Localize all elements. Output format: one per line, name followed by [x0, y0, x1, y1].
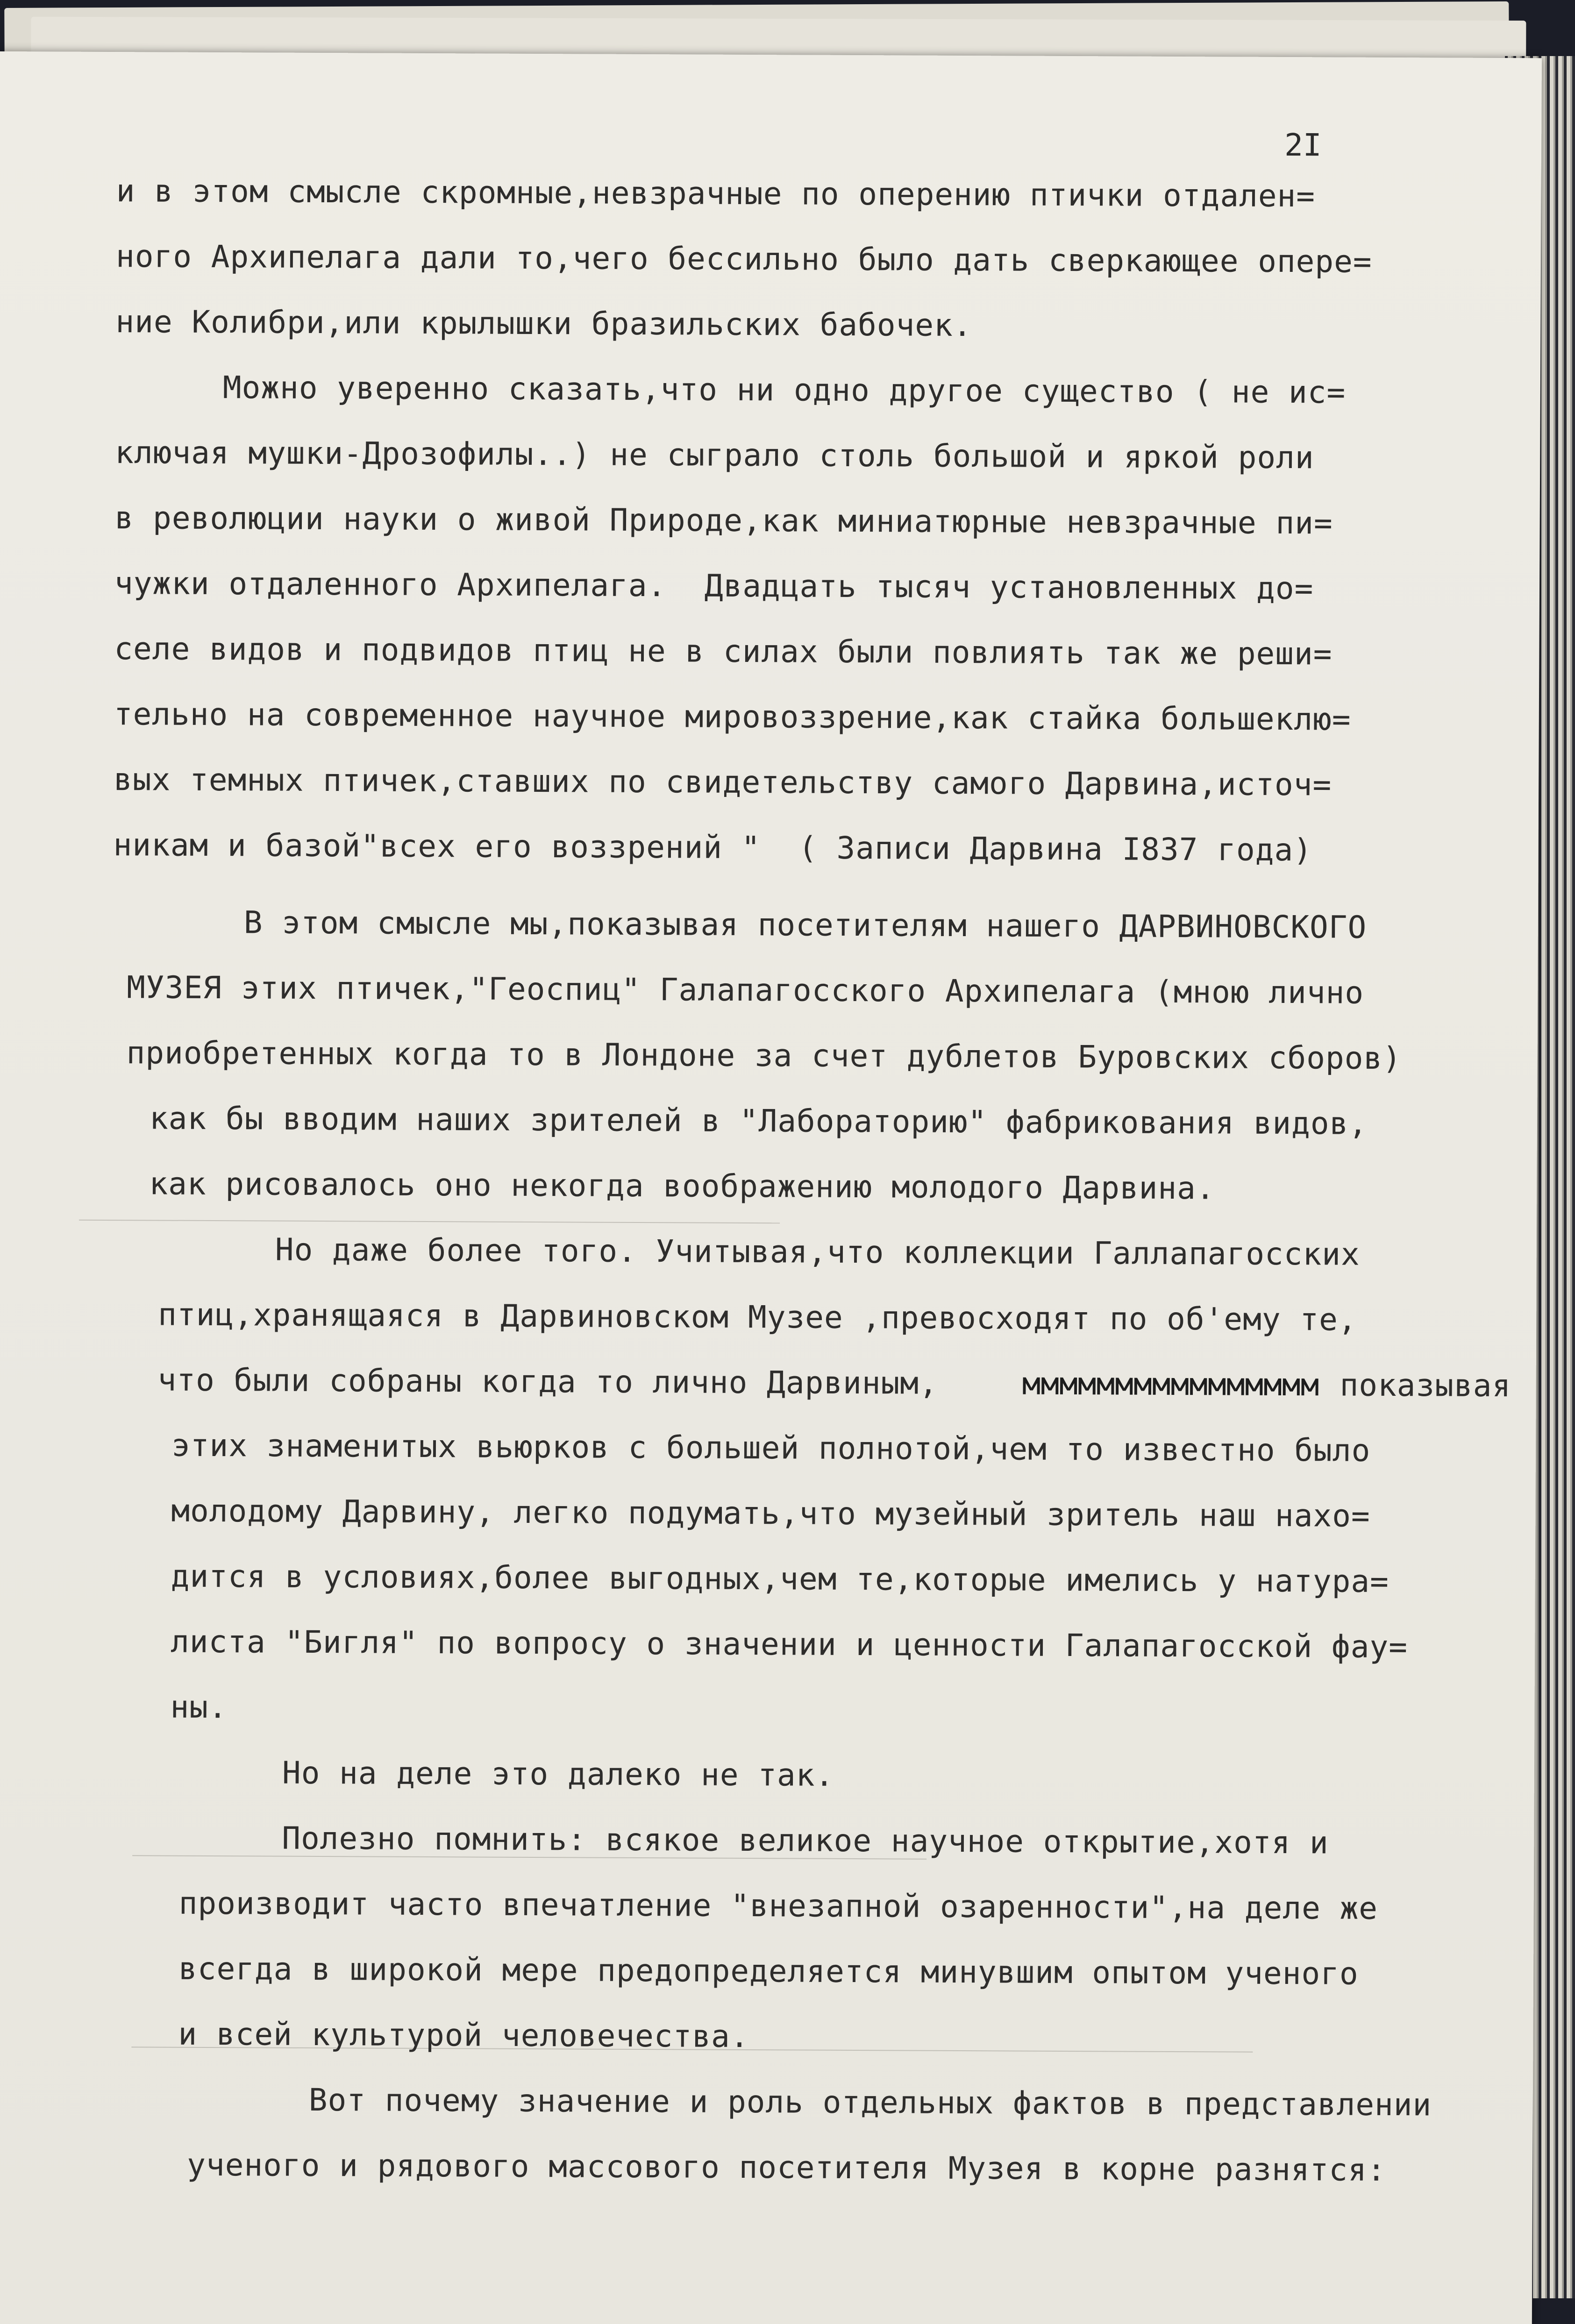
text-line: этих знаменитых вьюрков с большей полнотой,чем то известно было [171, 1427, 1371, 1469]
text-line: Полезно помнить: всякое великое научное открытие,хотя и [282, 1820, 1329, 1861]
text-line: чужки отдаленного Архипелага. Двадцать тысяч установленных до= [114, 565, 1314, 607]
struck-out-text: мммммммммммммммм [1022, 1365, 1319, 1403]
text-line: листа "Бигля" по вопросу о значении и ценности Галапагосской фау= [170, 1623, 1408, 1665]
typewritten-page [0, 51, 1542, 2324]
text-line: ключая мушки-Дрозофилы..) не сыграло столь большой и яркой роли [115, 434, 1314, 476]
text-line: ны. [170, 1689, 228, 1726]
text-line: приобретенных когда то в Лондоне за счет дублетов Буровских сборов) [126, 1035, 1402, 1077]
text-line: производит часто впечатление "внезапной озаренности",на деле же [178, 1885, 1378, 1926]
text-line: тельно на современное научное мировоззрение,как стайка большеклю= [114, 696, 1351, 738]
text-line: ние Колибри,или крылышки бразильских бабочек. [115, 304, 972, 344]
text-line: МУЗЕЯ этих птичек,"Геоспиц" Галапагосского Архипелага (мною лично [127, 969, 1364, 1011]
fold-line [79, 1220, 780, 1224]
text-line: птиц,хранящаяся в Дарвиновском Музее ,превосходят по об'ему те, [158, 1296, 1357, 1338]
text-line: всегда в широкой мере предопределяется минувшим опытом ученого [178, 1950, 1359, 1992]
text-line: В этом смысле мы,показывая посетителям нашего ДАРВИНОВСКОГО [243, 904, 1367, 945]
text-line: селе видов и подвидов птиц не в силах были повлиять так же реши= [114, 631, 1333, 672]
text-line: показывая [1340, 1367, 1511, 1404]
text-line: Вот почему значение и роль отдельных фактов в представлении [308, 2082, 1432, 2123]
text-line: как бы вводим наших зрителей в "Лабораторию" фабрикования видов, [149, 1100, 1368, 1142]
page-number: 2I [1284, 127, 1322, 163]
text-line: ученого и рядового массового посетителя Музея в корне разнятся: [187, 2146, 1386, 2188]
text-line: Можно уверенно сказать,что ни одно другое существо ( не ис= [222, 370, 1346, 411]
text-line: вых темных птичек,ставших по свидетельству самого Дарвина,источ= [114, 761, 1332, 803]
text-line: Но на деле это далеко не так. [282, 1755, 834, 1793]
text-line: в революции науки о живой Природе,как миниатюрные невзрачные пи= [114, 500, 1333, 541]
text-line: ного Архипелага дали то,чего бессильно было дать сверкающее опере= [115, 238, 1372, 280]
text-line: Но даже более того. Учитывая,что коллекции Галлапагосских [275, 1231, 1360, 1272]
text-line: никам и базой"всех его воззрений " ( Записи Дарвина I837 года) [113, 827, 1313, 868]
text-line: и всей культурой человечества. [178, 2016, 749, 2055]
text-line: и в этом смысле скромные,невзрачные по оперению птички отдален= [116, 173, 1316, 214]
text-line: молодому Дарвину, легко подумать,что музейный зритель наш нахо= [171, 1492, 1370, 1534]
text-line: что были собраны когда то лично Дарвиным, [157, 1362, 957, 1401]
text-line: дится в условиях,более выгодных,чем те,которые имелись у натура= [171, 1558, 1389, 1600]
text-line: как рисовалось оно некогда воображению молодого Дарвина. [149, 1166, 1215, 1207]
